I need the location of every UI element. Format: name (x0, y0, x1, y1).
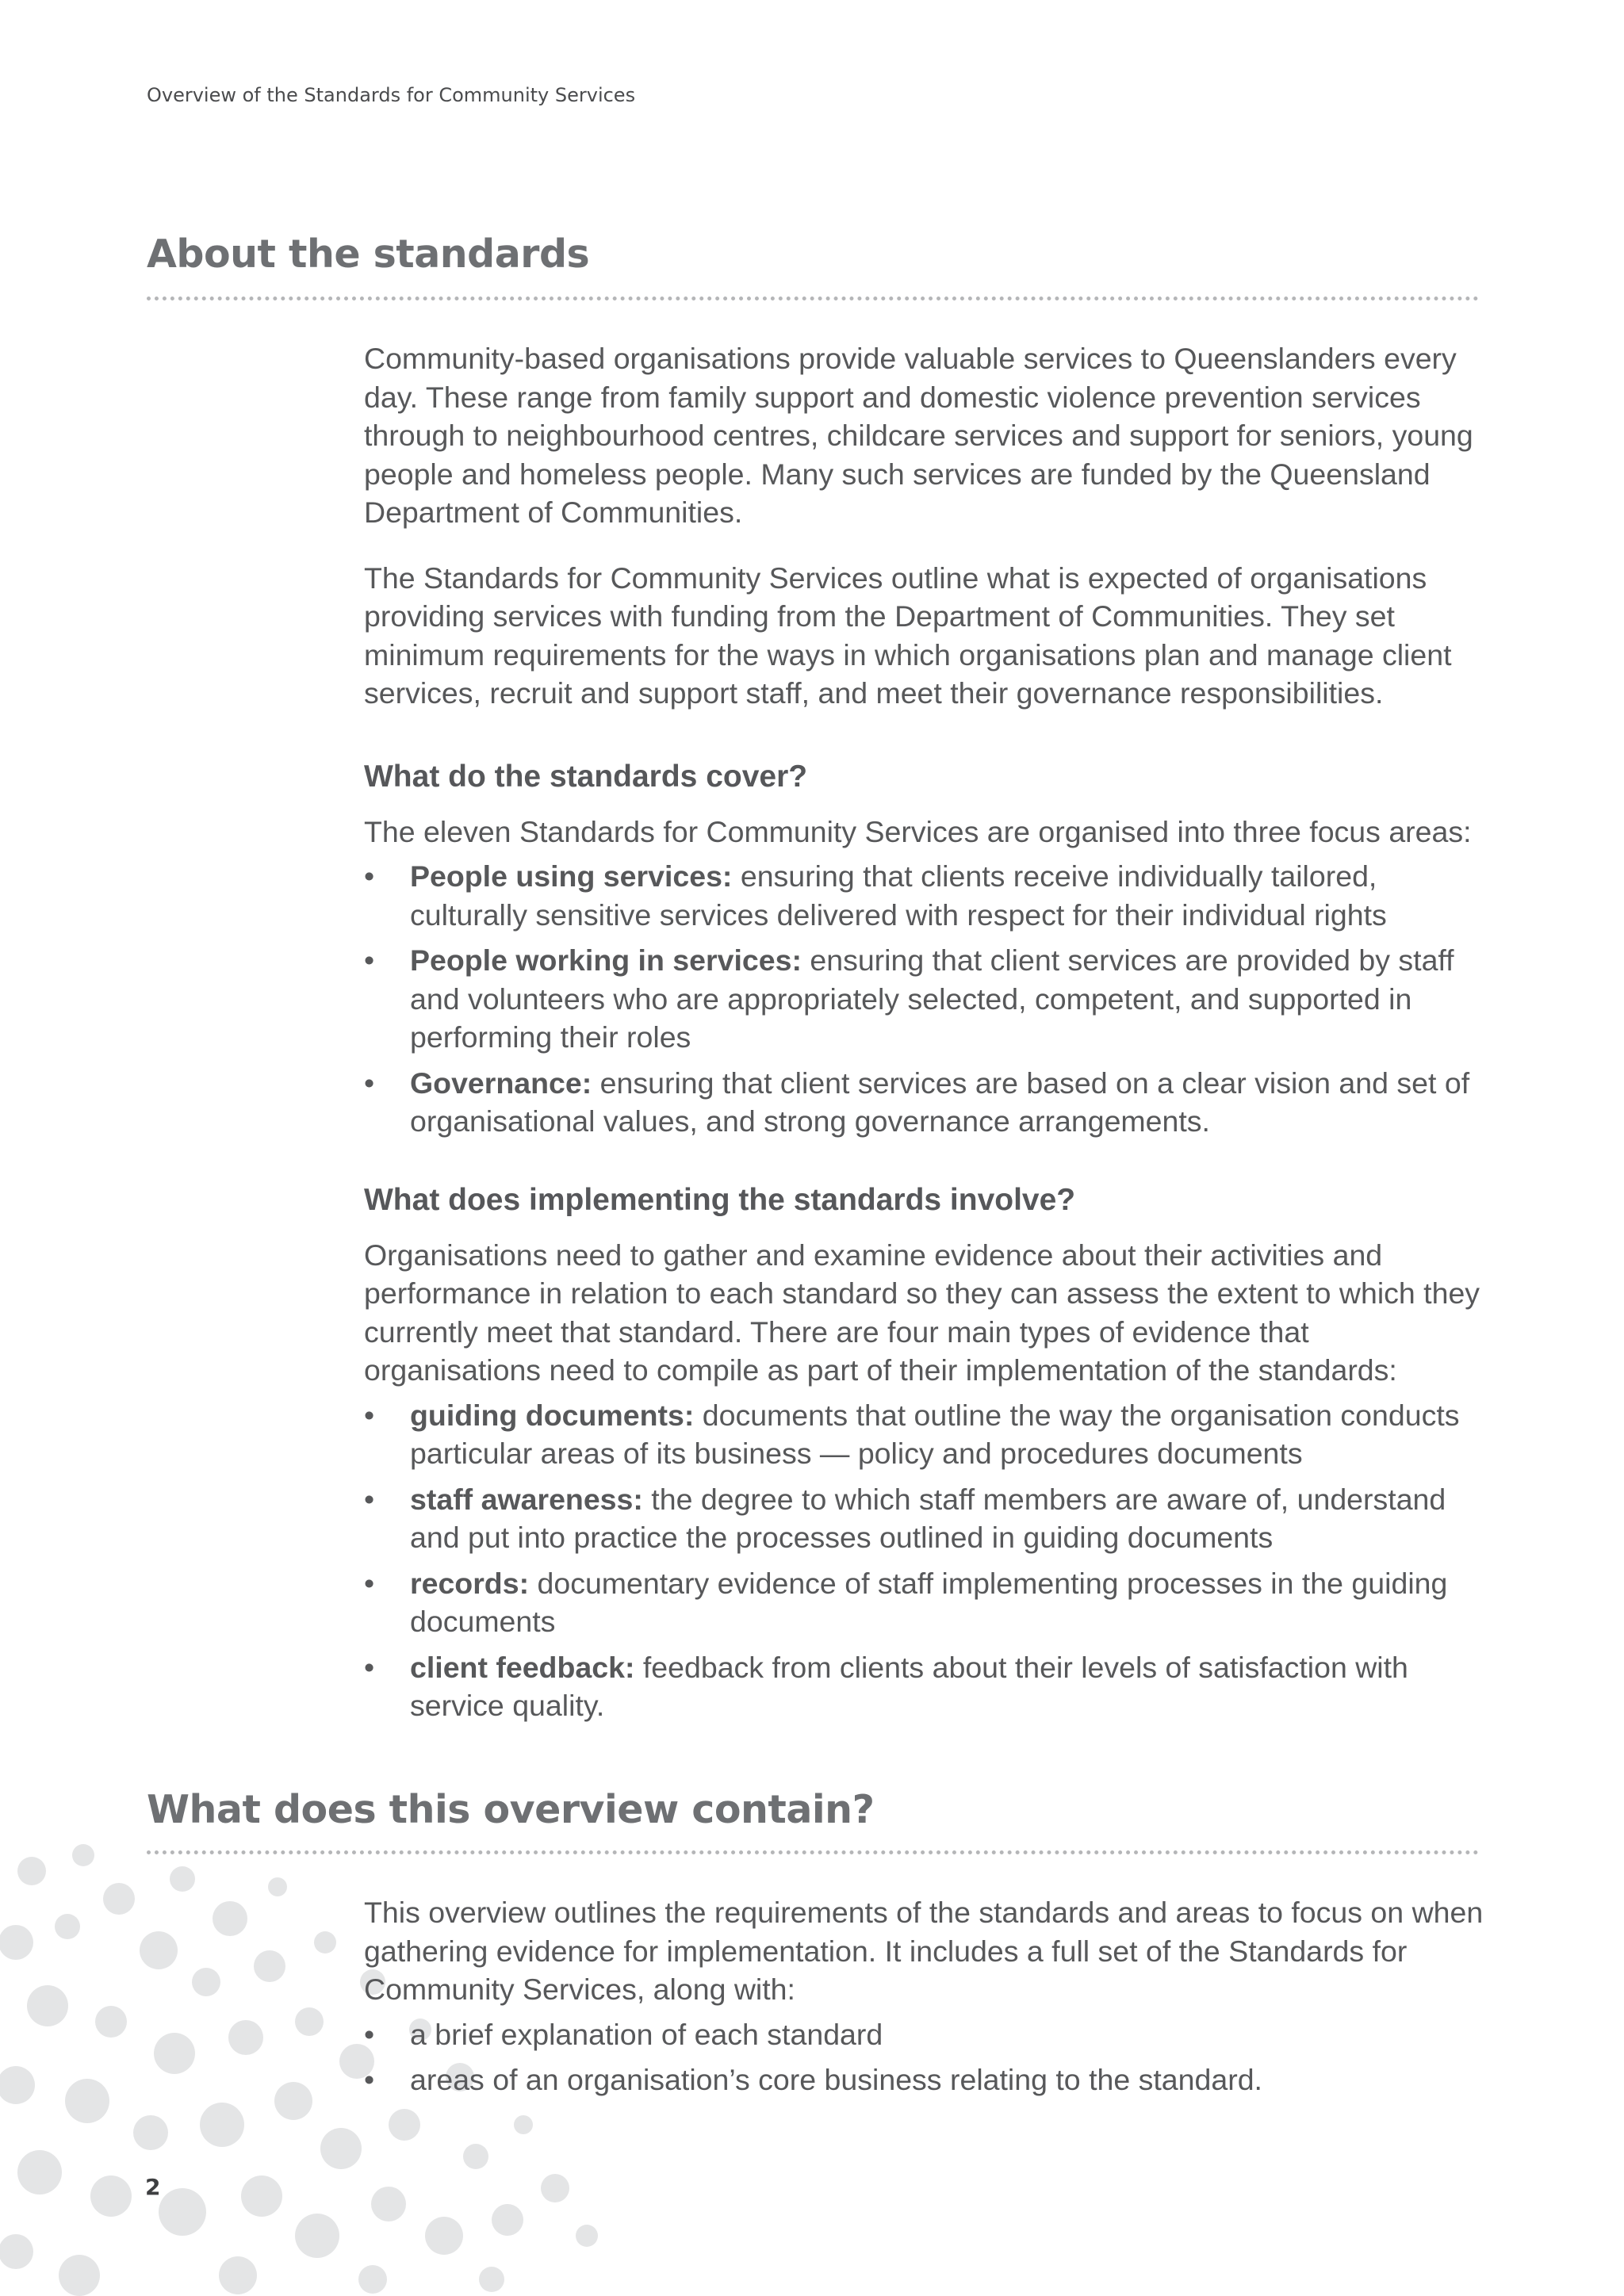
list-item (364, 857, 1490, 934)
bullet-list-focus-areas (364, 857, 1490, 1141)
list-item-text: documentary evidence of staff implementing processes in the guiding documents (410, 1566, 1448, 1638)
bullet-icon: • (364, 1398, 375, 1432)
page-number: 2 (145, 2174, 161, 2200)
list-item-term: Governance: (410, 1066, 592, 1100)
bullet-icon: • (364, 1482, 375, 1516)
subheading-cover: What do the standards cover? (364, 759, 808, 794)
subheading-implement: What does implementing the standards involve? (364, 1182, 1076, 1217)
section-heading-about: About the standards (147, 232, 590, 277)
bullet-icon: • (364, 1066, 375, 1100)
section-divider (147, 1850, 1479, 1854)
bullet-icon: • (364, 1650, 375, 1684)
list-item-term: People using services: (410, 859, 733, 893)
about-section-body (364, 339, 1490, 1732)
list-item-text: ensuring that client services are based on a clear vision and set of organisational values, and strong governance arrangements. (410, 1066, 1470, 1138)
list-item (364, 1480, 1490, 1557)
bullet-icon: • (364, 2017, 375, 2051)
contain-section-body (364, 1893, 1490, 2107)
running-header: Overview of the Standards for Community Services (147, 84, 636, 106)
list-item-text: ensuring that client services are provided by staff and volunteers who are appropriately selected, competent, and supported in performing their roles (410, 943, 1454, 1054)
bullet-icon: • (364, 1566, 375, 1600)
list-item-term: staff awareness: (410, 1482, 643, 1516)
list-item (364, 1564, 1490, 1641)
list-item (364, 2061, 1490, 2099)
bullet-icon: • (364, 2063, 375, 2096)
paragraph: The Standards for Community Services outline what is expected of organisations providing services with funding from the Department of Communities. They set minimum requirements for the ways in which organisations plan and manage client services, recruit and support staff, and meet their governance responsibilities. (364, 561, 1452, 710)
bullet-list-contents (364, 2015, 1490, 2099)
paragraph: Organisations need to gather and examine evidence about their activities and performance in relation to each standard so they can assess the extent to which they currently meet that standard. There are four main types of evidence that organisations need to compile as part of their implementation of the standards: (364, 1238, 1480, 1387)
paragraph: The eleven Standards for Community Services are organised into three focus areas: (364, 814, 1472, 848)
bullet-icon: • (364, 859, 375, 893)
list-item (364, 1396, 1490, 1473)
section-heading-contain: What does this overview contain? (147, 1787, 875, 1832)
list-item-text: areas of an organisation’s core business relating to the standard. (410, 2063, 1262, 2096)
bullet-icon: • (364, 943, 375, 977)
list-item-term: records: (410, 1566, 530, 1600)
list-item-text: the degree to which staff members are aware of, understand and put into practice the processes outlined in guiding documents (410, 1482, 1446, 1554)
list-item (364, 1648, 1490, 1725)
paragraph: This overview outlines the requirements of the standards and areas to focus on when gathering evidence for implementation. It includes a full set of the Standards for Community Services, along with: (364, 1896, 1484, 2006)
list-item-term: People working in services: (410, 943, 802, 977)
list-item-text: ensuring that clients receive individually tailored, culturally sensitive services delivered with respect for their individual rights (410, 859, 1387, 932)
list-item (364, 941, 1490, 1057)
list-item-text: a brief explanation of each standard (410, 2017, 883, 2051)
list-item-text: documents that outline the way the organisation conducts particular areas of its business — policy and procedures documents (410, 1398, 1460, 1470)
list-item (364, 1064, 1490, 1141)
list-item-text: feedback from clients about their levels of satisfaction with service quality. (410, 1650, 1408, 1722)
section-divider (147, 297, 1479, 300)
list-item (364, 2015, 1490, 2054)
list-item-term: client feedback: (410, 1650, 635, 1684)
paragraph: Community-based organisations provide valuable services to Queenslanders every day. These range from family support and domestic violence prevention services through to neighbourhood centres, childcare services and support for seniors, young people and homeless people. Many such services are funded by the Queensland Department of Communities. (364, 342, 1473, 529)
bullet-list-evidence-types (364, 1396, 1490, 1725)
list-item-term: guiding documents: (410, 1398, 695, 1432)
